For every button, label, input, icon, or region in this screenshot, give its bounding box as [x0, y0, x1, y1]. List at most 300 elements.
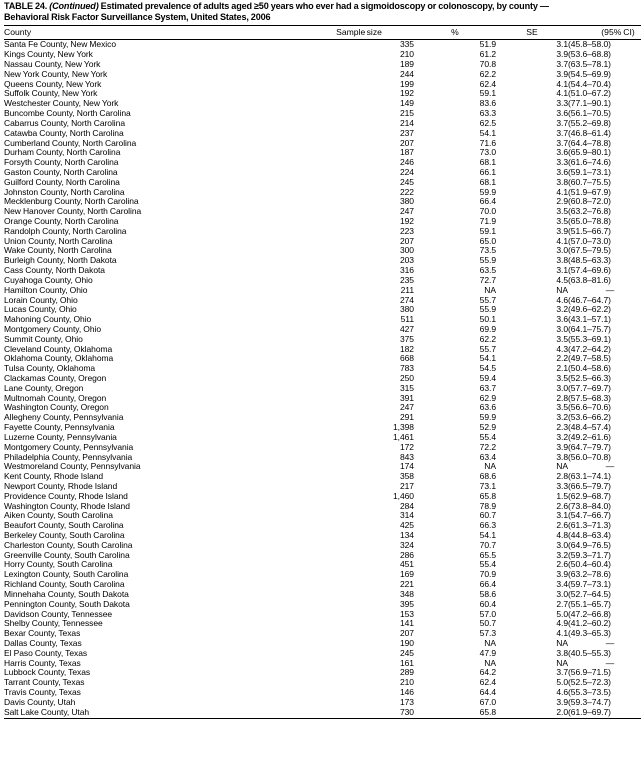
table-row	[4, 639, 641, 649]
cell-percent: 57.0	[479, 608, 496, 619]
cell-se: 2.2	[556, 353, 568, 364]
cell-ci: (51.9–67.9)	[568, 186, 611, 197]
cell-percent: 62.2	[479, 68, 496, 79]
cell-se: 3.3	[556, 98, 568, 109]
cell-county: Washington County, Oregon	[4, 402, 109, 413]
cell-sample-size: 215	[399, 108, 414, 119]
table-row	[4, 266, 641, 276]
cell-county: Lubbock County, Texas	[4, 667, 91, 678]
cell-se: 3.0	[556, 382, 568, 393]
cell-se: 3.8	[556, 647, 568, 658]
cell-sample-size: 245	[399, 647, 414, 658]
cell-county: Davidson County, Tennessee	[4, 608, 113, 619]
cell-se: 5.0	[556, 608, 568, 619]
cell-ci: (57.5–68.3)	[568, 392, 611, 403]
cell-sample-size: 222	[399, 186, 414, 197]
cell-se: 4.1	[556, 78, 568, 89]
cell-sample-size: 161	[399, 657, 414, 668]
cell-se: 3.8	[556, 176, 568, 187]
cell-sample-size: 199	[399, 78, 414, 89]
cell-county: Westchester County, New York	[4, 98, 119, 109]
cell-county: Buncombe County, North Carolina	[4, 108, 131, 119]
cell-county: Tulsa County, Oklahoma	[4, 363, 96, 374]
cell-percent: 72.2	[479, 441, 496, 452]
cell-se: 3.6	[556, 147, 568, 158]
cell-sample-size: 235	[399, 274, 414, 285]
table-row	[4, 659, 641, 669]
cell-sample-size: 286	[399, 549, 414, 560]
cell-sample-size: 190	[399, 637, 414, 648]
cell-sample-size: 380	[399, 304, 414, 315]
cell-percent: 59.1	[479, 88, 496, 99]
cell-ci: (64.1–75.7)	[568, 323, 611, 334]
column-header-sample-size: Sample size	[304, 25, 414, 40]
cell-county: Catawba County, North Carolina	[4, 127, 124, 138]
cell-percent: 63.4	[479, 451, 496, 462]
cell-se: 3.6	[556, 314, 568, 325]
cell-se: 3.3	[556, 480, 568, 491]
cell-county: Santa Fe County, New Mexico	[4, 39, 117, 50]
cell-county: Burleigh County, North Dakota	[4, 255, 117, 266]
cell-sample-size: 224	[399, 166, 414, 177]
cell-se: 3.2	[556, 412, 568, 423]
cell-se: 3.0	[556, 323, 568, 334]
cell-se: 3.4	[556, 579, 568, 590]
cell-ci: (51.5–66.7)	[568, 225, 611, 236]
cell-percent: 68.1	[479, 176, 496, 187]
cell-se: 3.9	[556, 49, 568, 60]
cell-county: Salt Lake County, Utah	[4, 708, 304, 719]
cell-ci: (63.5–78.1)	[568, 59, 611, 70]
cell-ci: (63.1–74.1)	[568, 471, 611, 482]
cell-county: Westmoreland County, Pennsylvania	[4, 461, 141, 472]
cell-ci: (47.2–64.2)	[568, 343, 611, 354]
cell-se: 3.5	[556, 216, 568, 227]
cell-se: NA	[556, 657, 568, 668]
cell-sample-size: 207	[399, 235, 414, 246]
cell-se: 4.6	[556, 687, 568, 698]
table-row	[4, 305, 641, 315]
cell-percent: 63.7	[479, 382, 496, 393]
table-number: TABLE 24.	[4, 1, 48, 11]
cell-percent: 55.9	[479, 255, 496, 266]
cell-ci: (55.3–69.1)	[568, 333, 611, 344]
cell-ci: (57.4–69.6)	[568, 265, 611, 276]
cell-percent: 50.1	[479, 314, 496, 325]
cell-county: Johnston County, North Carolina	[4, 186, 125, 197]
cell-percent: 60.7	[479, 510, 496, 521]
cell-sample-size: 425	[399, 520, 414, 531]
cell-ci: (77.1–90.1)	[568, 98, 611, 109]
cell-sample-size: 211	[400, 284, 414, 295]
cell-county: Mecklenburg County, North Carolina	[4, 196, 139, 207]
cell-sample-size: 289	[399, 667, 414, 678]
prevalence-table	[4, 25, 641, 720]
cell-percent: 83.6	[479, 98, 496, 109]
cell-sample-size: 1,398	[392, 422, 414, 433]
cell-percent: 73.0	[479, 147, 496, 158]
cell-county: Cumberland County, North Carolina	[4, 137, 137, 148]
cell-county: Minnehaha County, South Dakota	[4, 588, 129, 599]
column-header-ci: (95% CI)	[568, 25, 641, 40]
cell-percent: 67.0	[479, 696, 496, 707]
cell-county: Davis County, Utah	[4, 696, 76, 707]
cell-ci: (56.9–71.5)	[568, 667, 611, 678]
cell-county: Fayette County, Pennsylvania	[4, 422, 115, 433]
cell-percent: 65.8	[414, 708, 496, 719]
cell-sample-size: 210	[399, 677, 414, 688]
cell-se: 2.6	[556, 500, 568, 511]
cell-se: NA	[556, 637, 568, 648]
cell-sample-size: 358	[399, 471, 414, 482]
table-row	[4, 708, 641, 719]
cell-county: Bexar County, Texas	[4, 628, 81, 639]
cell-ci: (53.6–68.8)	[568, 49, 611, 60]
cell-county: Clackamas County, Oregon	[4, 373, 107, 384]
cell-sample-size: 315	[399, 382, 414, 393]
cell-ci: (66.5–79.7)	[568, 480, 611, 491]
cell-sample-size: 244	[399, 68, 414, 79]
cell-county: Montgomery County, Pennsylvania	[4, 441, 134, 452]
cell-percent: 47.9	[479, 647, 496, 658]
cell-sample-size: 783	[399, 363, 414, 374]
cell-se: 3.1	[556, 39, 568, 50]
cell-percent: 60.4	[479, 598, 496, 609]
cell-se: 4.1	[556, 88, 568, 99]
cell-se: 3.3	[556, 157, 568, 168]
cell-sample-size: 221	[399, 579, 414, 590]
cell-se: 4.8	[556, 530, 568, 541]
cell-sample-size: 189	[399, 59, 414, 70]
cell-ci: (55.1–65.7)	[568, 598, 611, 609]
cell-sample-size: 192	[399, 88, 414, 99]
cell-percent: 66.4	[479, 579, 496, 590]
cell-sample-size: 173	[399, 696, 414, 707]
cell-sample-size: 427	[399, 323, 414, 334]
table-row	[4, 296, 641, 306]
cell-county: Philadelphia County, Pennsylvania	[4, 451, 133, 462]
cell-ci: —	[605, 637, 615, 648]
table-title-post: 50 years who ever had a sigmoidoscopy or colonoscopy, by county —	[258, 1, 549, 11]
cell-se: 3.7	[556, 127, 568, 138]
cell-ci: (48.5–63.3)	[568, 255, 611, 266]
cell-percent: 59.4	[479, 373, 496, 384]
cell-se: 2.9	[556, 196, 568, 207]
cell-percent: 63.5	[479, 265, 496, 276]
cell-ci: (63.2–76.8)	[568, 206, 611, 217]
cell-county: Dallas County, Texas	[4, 637, 82, 648]
cell-ci: (51.0–67.2)	[568, 88, 611, 99]
cell-sample-size: 146	[399, 687, 414, 698]
cell-sample-size: 1,460	[392, 490, 414, 501]
table-subtitle: Behavioral Risk Factor Surveillance System, United States, 2006	[4, 12, 271, 23]
cell-percent: 70.8	[479, 59, 496, 70]
cell-county: Providence County, Rhode Island	[4, 490, 128, 501]
cell-ci: (60.7–75.5)	[568, 176, 611, 187]
cell-se: 3.8	[556, 255, 568, 266]
cell-county: Lexington County, South Carolina	[4, 569, 129, 580]
cell-percent: 72.7	[479, 274, 496, 285]
cell-sample-size: 451	[399, 559, 414, 570]
cell-sample-size: 153	[399, 608, 414, 619]
cell-se: 4.3	[556, 343, 568, 354]
cell-percent: 62.2	[479, 333, 496, 344]
column-header-se: SE	[496, 25, 568, 40]
cell-percent: 62.4	[479, 78, 496, 89]
cell-se: 3.2	[556, 304, 568, 315]
cell-percent: 51.9	[479, 39, 496, 50]
cell-ci: —	[605, 284, 615, 295]
cell-sample-size: 324	[399, 539, 414, 550]
cell-percent: NA	[484, 637, 496, 648]
cell-county: Beaufort County, South Carolina	[4, 520, 124, 531]
cell-county: Luzerne County, Pennsylvania	[4, 431, 117, 442]
cell-ci: (50.4–60.4)	[568, 559, 611, 570]
cell-ci: (59.3–71.7)	[568, 549, 611, 560]
cell-county: Lane County, Oregon	[4, 382, 84, 393]
cell-sample-size: 314	[399, 510, 414, 521]
cell-county: Randolph County, North Carolina	[4, 225, 127, 236]
cell-se: 3.7	[556, 117, 568, 128]
cell-percent: 73.1	[479, 480, 496, 491]
cell-county: Tarrant County, Texas	[4, 677, 85, 688]
cell-sample-size: 182	[399, 343, 414, 354]
cell-sample-size: 247	[399, 206, 414, 217]
cell-sample-size: 172	[399, 441, 414, 452]
cell-sample-size: 223	[399, 225, 414, 236]
cell-county: New York County, New York	[4, 68, 108, 79]
cell-se: 3.9	[556, 441, 568, 452]
cell-county: Cabarrus County, North Carolina	[4, 117, 125, 128]
cell-county: Shelby County, Tennessee	[4, 618, 103, 629]
cell-county: Durham County, North Carolina	[4, 147, 121, 158]
cell-county: Allegheny County, Pennsylvania	[4, 412, 124, 423]
cell-percent: NA	[484, 461, 496, 472]
cell-county: Queens County, New York	[4, 78, 102, 89]
cell-se: 3.9	[556, 68, 568, 79]
cell-county: Harris County, Texas	[4, 657, 81, 668]
table-title	[4, 1, 637, 23]
cell-se: NA	[556, 284, 568, 295]
cell-ci: (57.7–69.7)	[568, 382, 611, 393]
cell-county: Nassau County, New York	[4, 59, 101, 70]
cell-se: 3.0	[556, 588, 568, 599]
cell-ci: (73.8–84.0)	[568, 500, 611, 511]
cell-sample-size: 668	[399, 353, 414, 364]
table-title-pre: Estimated prevalence of adults aged	[98, 1, 254, 11]
cell-sample-size: 174	[399, 461, 414, 472]
continued-marker: (Continued)	[49, 1, 99, 11]
cell-ci: —	[605, 461, 615, 472]
cell-county: Cleveland County, Oklahoma	[4, 343, 113, 354]
cell-se: 3.5	[556, 402, 568, 413]
table-row	[4, 325, 641, 335]
table-row	[4, 374, 641, 384]
cell-ci: (59.3–74.7)	[568, 696, 611, 707]
table-row	[4, 619, 641, 629]
cell-ci: (52.5–72.3)	[568, 677, 611, 688]
cell-se: 3.1	[556, 265, 568, 276]
cell-county: Newport County, Rhode Island	[4, 480, 118, 491]
table-row	[4, 276, 641, 286]
cell-sample-size: 380	[399, 196, 414, 207]
cell-ci: (64.9–76.5)	[568, 539, 611, 550]
cell-se: 4.1	[556, 235, 568, 246]
cell-county: Charleston County, South Carolina	[4, 539, 133, 550]
cell-sample-size: 192	[399, 216, 414, 227]
cell-ci: (55.3–73.5)	[568, 687, 611, 698]
cell-percent: 71.6	[479, 137, 496, 148]
cell-percent: 70.0	[479, 206, 496, 217]
cell-county: Mahoning County, Ohio	[4, 314, 92, 325]
cell-ci: (57.0–73.0)	[568, 235, 611, 246]
cell-sample-size: 217	[399, 480, 414, 491]
cell-se: 3.5	[556, 206, 568, 217]
cell-percent: 62.9	[479, 392, 496, 403]
cell-percent: 66.3	[479, 520, 496, 531]
cell-ci: (50.4–58.6)	[568, 363, 611, 374]
cell-county: Forsyth County, North Carolina	[4, 157, 119, 168]
cell-county: Horry County, South Carolina	[4, 559, 113, 570]
cell-percent: 70.9	[479, 569, 496, 580]
cell-se: 5.0	[556, 677, 568, 688]
cell-sample-size: 843	[399, 451, 414, 462]
cell-sample-size: 207	[399, 137, 414, 148]
cell-ci: (53.6–66.2)	[568, 412, 611, 423]
cell-county: Summit County, Ohio	[4, 333, 83, 344]
cell-se: 3.0	[556, 539, 568, 550]
cell-ci: (56.1–70.5)	[568, 108, 611, 119]
cell-sample-size: 141	[399, 618, 414, 629]
cell-percent: 59.9	[479, 186, 496, 197]
cell-county: Richland County, South Carolina	[4, 579, 125, 590]
cell-se: 4.1	[556, 628, 568, 639]
table-row	[4, 286, 641, 296]
cell-percent: 68.1	[479, 157, 496, 168]
cell-ci: (65.0–78.8)	[568, 216, 611, 227]
cell-county: Orange County, North Carolina	[4, 216, 119, 227]
cell-county: Oklahoma County, Oklahoma	[4, 353, 114, 364]
cell-sample-size: 300	[399, 245, 414, 256]
cell-percent: 64.2	[479, 667, 496, 678]
cell-ci: (63.8–81.6)	[568, 274, 611, 285]
cell-percent: 58.6	[479, 588, 496, 599]
cell-se: 3.6	[556, 166, 568, 177]
cell-sample-size: 169	[399, 569, 414, 580]
cell-percent: 65.0	[479, 235, 496, 246]
cell-ci: (59.1–73.1)	[568, 166, 611, 177]
cell-ci: (54.5–69.9)	[568, 68, 611, 79]
cell-se: 4.5	[556, 274, 568, 285]
cell-ci: (54.7–66.7)	[568, 510, 611, 521]
cell-sample-size: 245	[399, 176, 414, 187]
cell-county: Washington County, Rhode Island	[4, 500, 130, 511]
cell-county: Cuyahoga County, Ohio	[4, 274, 93, 285]
cell-sample-size: 284	[399, 500, 414, 511]
cell-percent: 78.9	[479, 500, 496, 511]
cell-sample-size: 348	[399, 588, 414, 599]
cell-percent: 66.4	[479, 196, 496, 207]
cell-percent: 54.1	[479, 353, 496, 364]
cell-ci: (64.7–79.7)	[568, 441, 611, 452]
cell-ci: (61.9–69.7)	[568, 708, 641, 719]
cell-ci: —	[605, 657, 615, 668]
cell-county: Greenville County, South Carolina	[4, 549, 130, 560]
cell-se: 2.3	[556, 422, 568, 433]
cell-se: 3.0	[556, 245, 568, 256]
cell-ci: (67.5–79.5)	[568, 245, 611, 256]
cell-sample-size: 395	[399, 598, 414, 609]
cell-county: Lucas County, Ohio	[4, 304, 77, 315]
cell-ci: (52.7–64.5)	[568, 588, 611, 599]
cell-county: Montgomery County, Ohio	[4, 323, 102, 334]
table-row	[4, 354, 641, 364]
table-header	[4, 25, 641, 40]
cell-ci: (44.8–63.4)	[568, 530, 611, 541]
cell-percent: 52.9	[479, 422, 496, 433]
column-header-county: County	[4, 25, 304, 40]
cell-percent: 65.8	[479, 490, 496, 501]
cell-percent: 61.2	[479, 49, 496, 60]
cell-county: Hamilton County, Ohio	[4, 284, 88, 295]
cell-percent: 59.1	[479, 225, 496, 236]
table-row	[4, 40, 641, 50]
cell-se: NA	[556, 461, 568, 472]
cell-sample-size: 149	[399, 98, 414, 109]
cell-county: Pennington County, South Dakota	[4, 598, 130, 609]
table-body	[4, 40, 641, 719]
cell-se: 3.2	[556, 549, 568, 560]
cell-percent: 55.9	[479, 304, 496, 315]
cell-se: 3.5	[556, 373, 568, 384]
cell-sample-size: 274	[399, 294, 414, 305]
cell-ci: (46.8–61.4)	[568, 127, 611, 138]
cell-se: 4.1	[556, 186, 568, 197]
cell-se: 2.0	[496, 708, 568, 719]
cell-percent: NA	[484, 657, 496, 668]
cell-ci: (60.8–72.0)	[568, 196, 611, 207]
cell-sample-size: 730	[304, 708, 414, 719]
cell-ci: (54.4–70.4)	[568, 78, 611, 89]
cell-percent: 71.9	[479, 216, 496, 227]
cell-ci: (46.7–64.7)	[568, 294, 611, 305]
cell-se: 3.7	[556, 59, 568, 70]
cell-county: New Hanover County, North Carolina	[4, 206, 142, 217]
cell-se: 3.9	[556, 569, 568, 580]
table-row	[4, 698, 641, 708]
cell-se: 1.5	[556, 490, 568, 501]
cell-county: Suffolk County, New York	[4, 88, 98, 99]
cell-ci: (40.5–55.3)	[568, 647, 611, 658]
cell-percent: 55.7	[479, 294, 496, 305]
cell-ci: (45.8–58.0)	[568, 39, 611, 50]
cell-ci: (56.0–70.8)	[568, 451, 611, 462]
cell-ci: (62.9–68.7)	[568, 490, 611, 501]
cell-county: El Paso County, Texas	[4, 647, 88, 658]
cell-ci: (61.3–71.3)	[568, 520, 611, 531]
cell-county: Berkeley County, South Carolina	[4, 530, 125, 541]
cell-percent: 62.5	[479, 117, 496, 128]
cell-county: Gaston County, North Carolina	[4, 166, 118, 177]
cell-se: 2.6	[556, 559, 568, 570]
cell-ci: (49.7–58.5)	[568, 353, 611, 364]
cell-percent: 54.1	[479, 127, 496, 138]
cell-percent: 50.7	[479, 618, 496, 629]
cell-se: 3.7	[556, 667, 568, 678]
cell-sample-size: 246	[399, 157, 414, 168]
cell-sample-size: 237	[399, 127, 414, 138]
cell-ci: (64.4–78.8)	[568, 137, 611, 148]
